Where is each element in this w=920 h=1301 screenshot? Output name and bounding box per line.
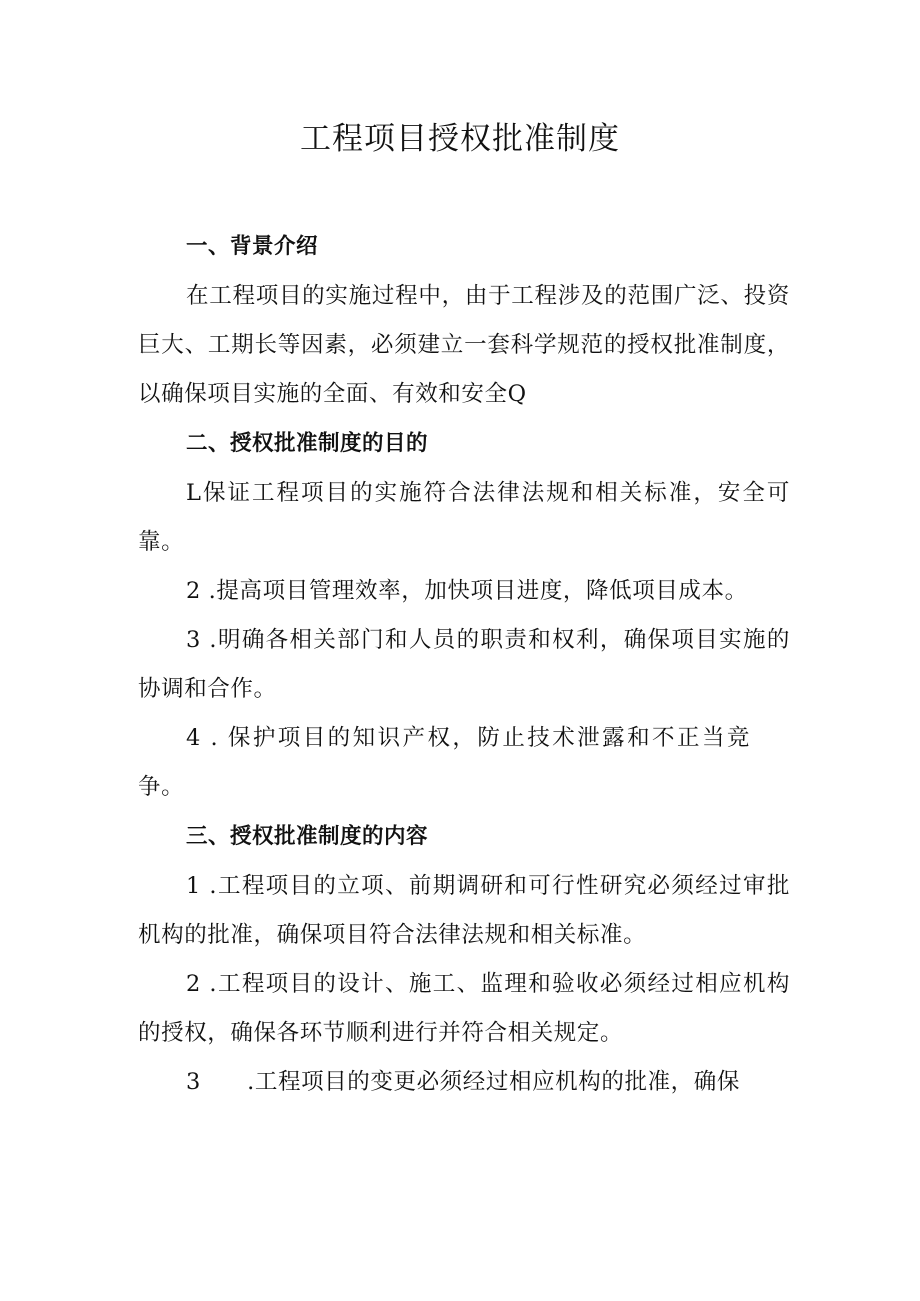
document-body	[138, 222, 790, 1107]
paragraph: 4 . 保护项目的知识产权，防止技术泄露和不正当竞争。	[138, 725, 750, 800]
document-title: 工程项目授权批准制度	[300, 121, 620, 157]
section-heading-background: 一、背景介绍	[186, 234, 319, 259]
section-heading-purpose: 二、授权批准制度的目的	[186, 431, 429, 456]
paragraph: 1 .工程项目的立项、前期调研和可行性研究必须经过审批机构的批准，确保项目符合法律法规和相关标准。	[138, 873, 790, 948]
paragraph: 2 .工程项目的设计、施工、监理和验收必须经过相应机构的授权，确保各环节顺利进行并符合相关规定。	[138, 971, 790, 1046]
paragraph: 3 .明确各相关部门和人员的职责和权利，确保项目实施的协调和合作。	[138, 627, 790, 702]
paragraph: L保证工程项目的实施符合法律法规和相关标准，安全可靠。	[138, 480, 790, 555]
paragraph: 在工程项目的实施过程中，由于工程涉及的范围广泛、投资巨大、工期长等因素，必须建立一套科学规范的授权批准制度，以确保项目实施的全面、有效和安全Q	[138, 283, 790, 407]
paragraph: 2 .提高项目管理效率，加快项目进度，降低项目成本。	[186, 578, 748, 604]
section-heading-content: 三、授权批准制度的内容	[186, 824, 429, 849]
paragraph: 3 .工程项目的变更必须经过相应机构的批准，确保	[186, 1069, 740, 1095]
